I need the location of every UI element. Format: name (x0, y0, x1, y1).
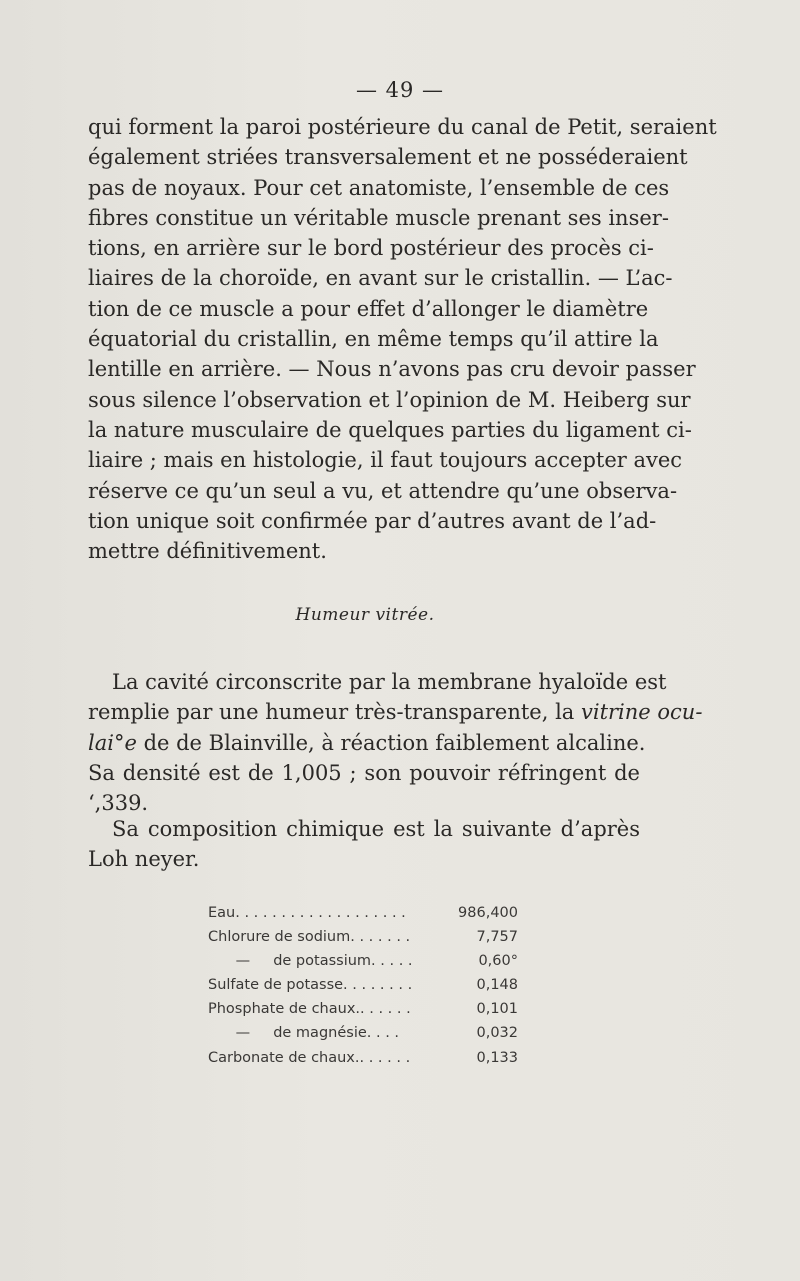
text-line: ‘,339. (88, 791, 149, 816)
italic-term: vitrine ocu- (580, 700, 703, 725)
table-row (208, 1046, 518, 1070)
text-line: mettre définitivement. (88, 539, 327, 564)
text-line: réserve ce qu’un seul a vu, et attendre qu’une observa- (88, 478, 678, 503)
text-line (88, 697, 703, 727)
text-line: tion de ce muscle a pour effet d’allonger le diamètre (88, 296, 649, 321)
component-name: Carbonate de chaux.. . . . . . (208, 1049, 411, 1066)
text-line: également striées transversalement et ne posséderaient (88, 145, 688, 170)
text-line: liaires de la choroïde, en avant sur le cristallin. — L’ac- (88, 266, 673, 291)
component-name: Sulfate de potasse. . . . . . . . (208, 977, 413, 994)
component-value: 986,400 (458, 905, 518, 921)
text-line: équatorial du cristallin, en même temps qu’il attire la (88, 327, 659, 352)
component-value: 0,133 (476, 1049, 518, 1066)
text-line: fibres constitue un véritable muscle prenant ses inser- (88, 205, 669, 230)
table-row (208, 1021, 518, 1045)
table-row (208, 925, 518, 949)
table-row (208, 949, 518, 973)
text-line: sous silence l’observation et l’opinion de M. Heiberg sur (88, 387, 691, 412)
component-value: 0,60° (478, 953, 518, 970)
component-name: Eau. . . . . . . . . . . . . . . . . . . (208, 905, 406, 921)
paragraph-vitreous-humor (88, 667, 703, 818)
component-name: — de magnésie. . . . (208, 1025, 400, 1042)
table-row (208, 973, 518, 997)
component-value: 0,032 (476, 1025, 518, 1042)
table-row (208, 901, 518, 925)
text-segment: remplie par une humeur très-transparente, la (88, 700, 581, 725)
text-line: pas de noyaux. Pour cet anatomiste, l’ensemble de ces (88, 175, 670, 200)
composition-table (208, 901, 518, 1070)
text-segment: de de Blainville, à réaction faiblement alcaline. (136, 730, 646, 755)
text-line: lentille en arrière. — Nous n’avons pas cru devoir passer (88, 357, 696, 382)
text-line: tion unique soit confirmée par d’autres avant de l’ad- (88, 508, 657, 533)
paragraph-heiberg (88, 112, 717, 566)
component-name: Chlorure de sodium. . . . . . . (208, 929, 411, 946)
table-row (208, 997, 518, 1021)
text-line: la nature musculaire de quelques parties du ligament ci- (88, 417, 692, 442)
text-line: Sa composition chimique est la suivante d’après (112, 817, 640, 841)
italic-term: lai°e (88, 730, 137, 755)
text-line: tions, en arrière sur le bord postérieur des procès ci- (88, 236, 654, 261)
section-title: Humeur vitrée. (295, 605, 435, 625)
text-line: La cavité circonscrite par la membrane hyaloïde est (112, 670, 667, 694)
component-value: 7,757 (476, 929, 518, 946)
component-value: 0,101 (476, 1001, 518, 1018)
text-line (88, 728, 646, 758)
paragraph-composition (88, 814, 640, 875)
text-line: Sa densité est de 1,005 ; son pouvoir réfringent de (88, 760, 640, 785)
component-value: 0,148 (476, 977, 518, 994)
text-line: qui forment la paroi postérieure du canal de Petit, seraient (88, 115, 717, 139)
page-number: — 49 — (355, 78, 445, 102)
component-name: Phosphate de chaux.. . . . . . (208, 1001, 411, 1018)
text-line: liaire ; mais en histologie, il faut toujours accepter avec (88, 448, 683, 473)
text-line: Loh neyer. (88, 847, 200, 872)
component-name: — de potassium. . . . . (208, 953, 413, 970)
